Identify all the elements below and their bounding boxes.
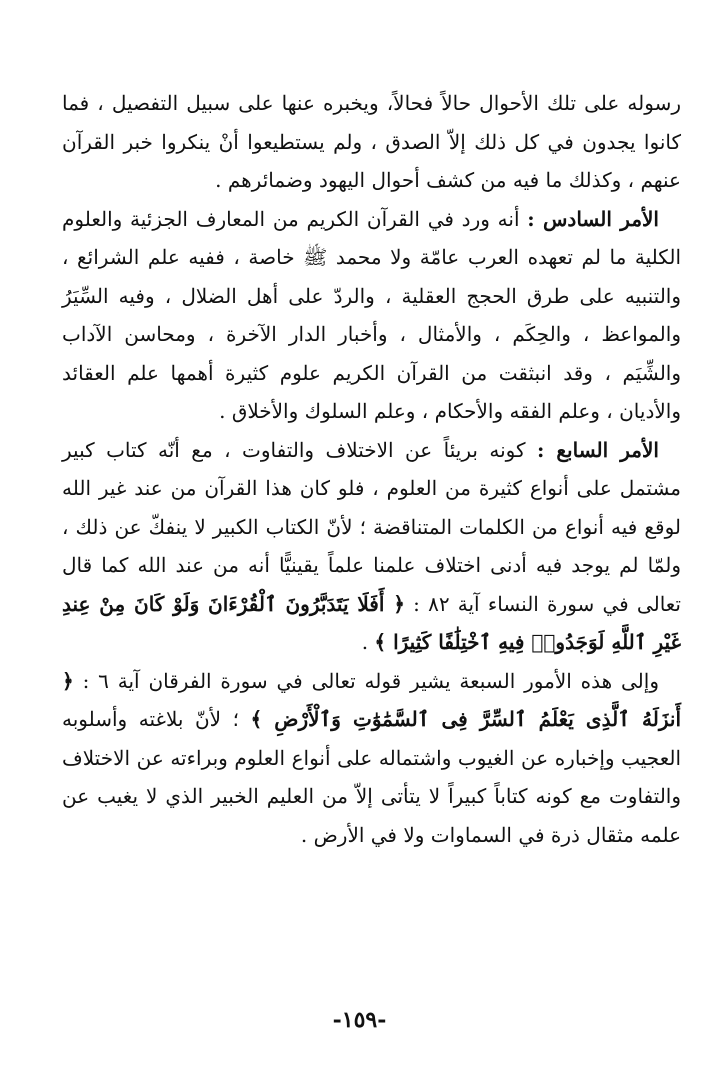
paragraph-seventh-matter [62,431,681,662]
paragraph-text: كونه بريئاً عن الاختلاف والتفاوت ، مع أنّه كتاب كبير مشتمل على أنواع كثيرة من العلوم ، فلو كان هذا القرآن من عند غير الله لوقع فيه أنواع من الكلمات المتناقضة ؛ لأنّ الكتاب الكبير لا ينفكّ عن ذلك ، ولمّا لم يوجد فيه أدنى اختلاف علمنا علماً يقينيًّا أنه من عند الله كما قال تعالى في سورة النساء آية ٨٢ : [62,437,682,616]
paragraph-seven-matters [62,662,681,855]
sixth-matter-label: الأمر السادس : [527,206,659,231]
paragraph-text: رسوله على تلك الأحوال حالاً فحالاً، ويخبره عنها على سبيل التفصيل ، فما كانوا يجدون في كل ذلك إلاّ الصدق ، ولم يستطيعوا أنْ ينكروا خبر القرآن عنهم ، وكذلك ما فيه من كشف أحوال اليهود وضمائرهم . [62,91,681,192]
paragraph-text: وإلى هذه الأمور السبعة يشير قوله تعالى في سورة الفرقان آية ٦ : [73,668,659,693]
paragraph-text: أنه ورد في القرآن الكريم من المعارف الجزئية والعلوم الكلية ما لم تعهده العرب عامّة ولا محمد ﷺ خاصة ، ففيه علم الشرائع ، والتنبيه على طرق الحجج العقلية ، والردّ على أهل الضلال ، وفيه السِّيَرُ والمواعظ ، والحِكَم ، والأمثال ، وأخبار الدار الآخرة ، ومحاسن الآداب والشِّيَم ، وقد انبثقت من القرآن الكريم علوم كثيرة أهمها علم العقائد والأديان ، وعلم الفقه والأحكام ، وعلم السلوك والأخلاق . [62,206,681,423]
quran-verse-furqan-6: ﴿ أَنزَلَهُ ٱلَّذِى يَعْلَمُ ٱلسِّرَّ فِى ٱلسَّمَٰوَٰتِ وَٱلْأَرْضِ ﴾ [62,668,681,731]
paragraph-sixth-matter [62,200,681,431]
seventh-matter-label: الأمر السابع : [536,437,659,462]
paragraph-text: ؛ لأنّ بلاغته وأسلوبه العجيب وإخباره عن الغيوب واشتماله على أنواع العلوم وبراءته عن الاختلاف والتفاوت مع كونه كتاباً كبيراً لا يتأتى إلاّ من العليم الخبير الذي لا يغيب عن علمه مثقال ذرة في السماوات ولا في الأرض . [62,707,681,847]
paragraph-intro [62,84,681,200]
quran-verse-nisa-82: ﴿ أَفَلَا يَتَدَبَّرُونَ ٱلْقُرْءَانَ وَلَوْ كَانَ مِنْ عِندِ غَيْرِ ٱللَّهِ لَوَجَدُوا۟ فِيهِ ٱخْتِلَٰفًا كَثِيرًا ﴾ [62,591,681,654]
paragraph-text: . [361,630,375,654]
page-number: -١٥٩- [332,1007,387,1033]
body-text [62,84,681,854]
